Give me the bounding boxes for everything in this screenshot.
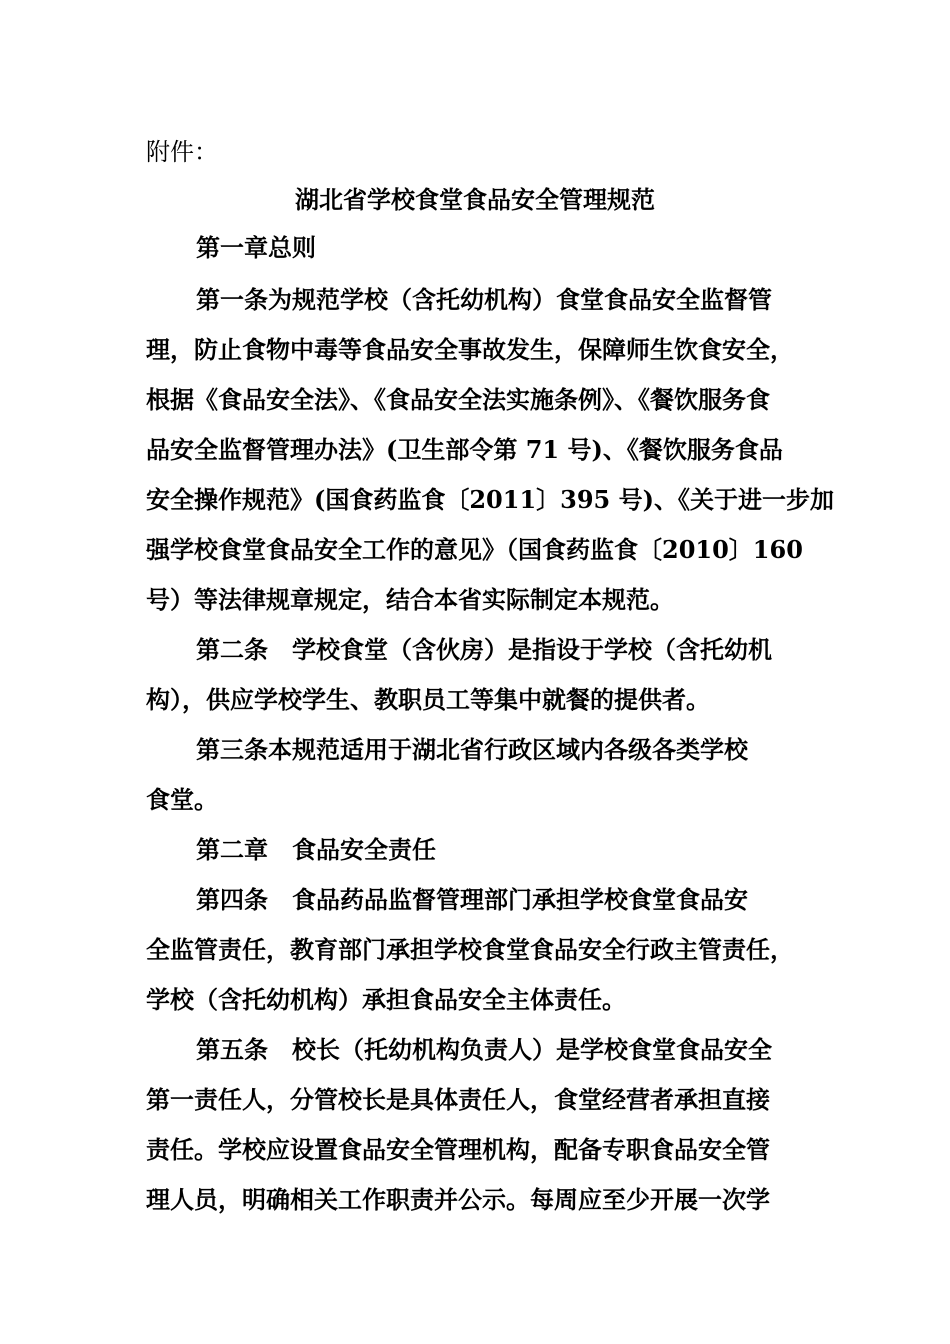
text-line: 第四条 食品药品监督管理部门承担学校食堂食品安 bbox=[196, 885, 748, 914]
text-line: 根据《食品安全法》、《食品安全法实施条例》、《餐饮服务食 bbox=[146, 385, 770, 414]
text-line: 第五条 校长（托幼机构负责人）是学校食堂食品安全 bbox=[196, 1035, 772, 1064]
text-line: 理，防止食物中毒等食品安全事故发生，保障师生饮食安全， bbox=[146, 335, 794, 364]
text-line: 第三条本规范适用于湖北省行政区域内各级各类学校 bbox=[196, 735, 748, 764]
text-line: 第一责任人，分管校长是具体责任人，食堂经营者承担直接 bbox=[146, 1085, 770, 1114]
text-line: 理人员，明确相关工作职责并公示。每周应至少开展一次学 bbox=[146, 1185, 770, 1214]
text-line: 构），供应学校学生、教职员工等集中就餐的提供者。 bbox=[146, 685, 710, 714]
text-line: 责任。学校应设置食品安全管理机构，配备专职食品安全管 bbox=[146, 1135, 770, 1164]
chapter-2-heading: 第二章 食品安全责任 bbox=[196, 835, 436, 864]
chapter-1-heading: 第一章总则 bbox=[196, 233, 316, 262]
text-line: 学校（含托幼机构）承担食品安全主体责任。 bbox=[146, 985, 626, 1014]
document-title: 湖北省学校食堂食品安全管理规范 bbox=[295, 185, 655, 214]
text-line: 品安全监督管理办法》(卫生部令第 71 号)、《餐饮服务食品 bbox=[146, 435, 783, 464]
text-line: 强学校食堂食品安全工作的意见》（国食药监食〔2010〕160 bbox=[146, 535, 803, 564]
attachment-label: 附件： bbox=[146, 138, 218, 166]
text-line: 第一条为规范学校（含托幼机构）食堂食品安全监督管 bbox=[196, 285, 772, 314]
text-line: 食堂。 bbox=[146, 785, 218, 814]
text-line: 号）等法律规章规定，结合本省实际制定本规范。 bbox=[146, 585, 674, 614]
text-line: 第二条 学校食堂（含伙房）是指设于学校（含托幼机 bbox=[196, 635, 772, 664]
text-line: 全监管责任，教育部门承担学校食堂食品安全行政主管责任， bbox=[146, 935, 794, 964]
text-line: 安全操作规范》(国食药监食〔2011〕395 号)、《关于进一步加 bbox=[146, 485, 834, 514]
